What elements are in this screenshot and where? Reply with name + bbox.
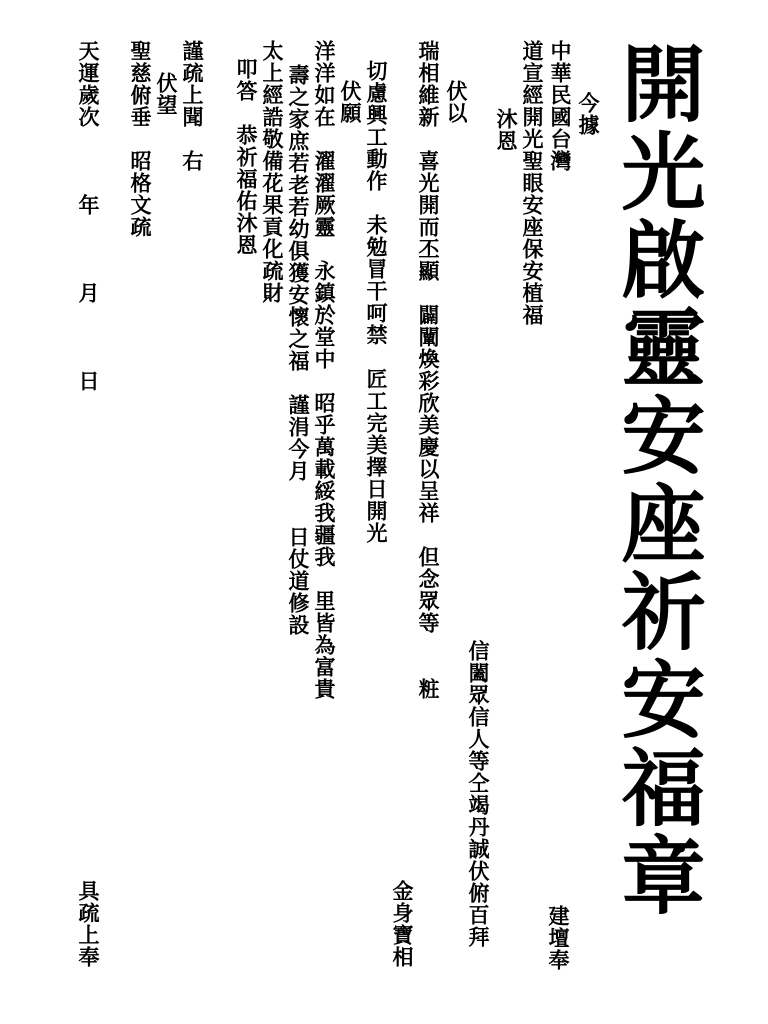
text-column: 謹疏上聞 右 — [180, 40, 205, 172]
text-column: 天運歲次 年 月 日 — [76, 40, 101, 392]
text-column: 聖慈俯垂 昭格文疏 — [128, 40, 153, 238]
text-column: 具疏上奉 — [76, 880, 101, 968]
text-column: 太上經誥敬備花果貢化疏財 — [260, 40, 285, 304]
text-column: 今據 — [576, 92, 601, 136]
text-column: 中華民國台灣 — [548, 40, 573, 172]
text-column: 金身寶相 — [390, 880, 415, 968]
text-column: 建壇奉 — [546, 905, 571, 971]
text-column: 伏願 — [338, 80, 363, 124]
text-column: 道宣經開光聖眼安座保安植福 — [520, 40, 545, 326]
document-title: 開光啟靈安座祈安福章 — [608, 40, 707, 920]
text-column: 洋洋如在 濯濯厥靈 永鎮於堂中 昭乎萬載綏我疆我 里皆為富貴 — [312, 40, 337, 700]
text-column: 伏以 — [444, 80, 469, 124]
text-column: 切慮興工動作 未勉冒干呵禁 匠工完美擇日開光 — [364, 60, 389, 544]
text-column: 壽之家庶若老若幼俱獲安懷之福 謹涓今月 日仗道修設 — [286, 64, 311, 636]
text-column: 叩答 恭祈福佑沐恩 — [234, 58, 259, 256]
text-column: 沐恩 — [494, 108, 519, 152]
text-column: 信闔眾信人等仝竭丹誠伏俯百拜 — [466, 640, 491, 948]
text-column: 瑞相維新 喜光開而丕顯 闢闡煥彩欣美慶以呈祥 但念眾等 粧 — [416, 40, 441, 700]
text-column: 伏望 — [154, 72, 179, 116]
